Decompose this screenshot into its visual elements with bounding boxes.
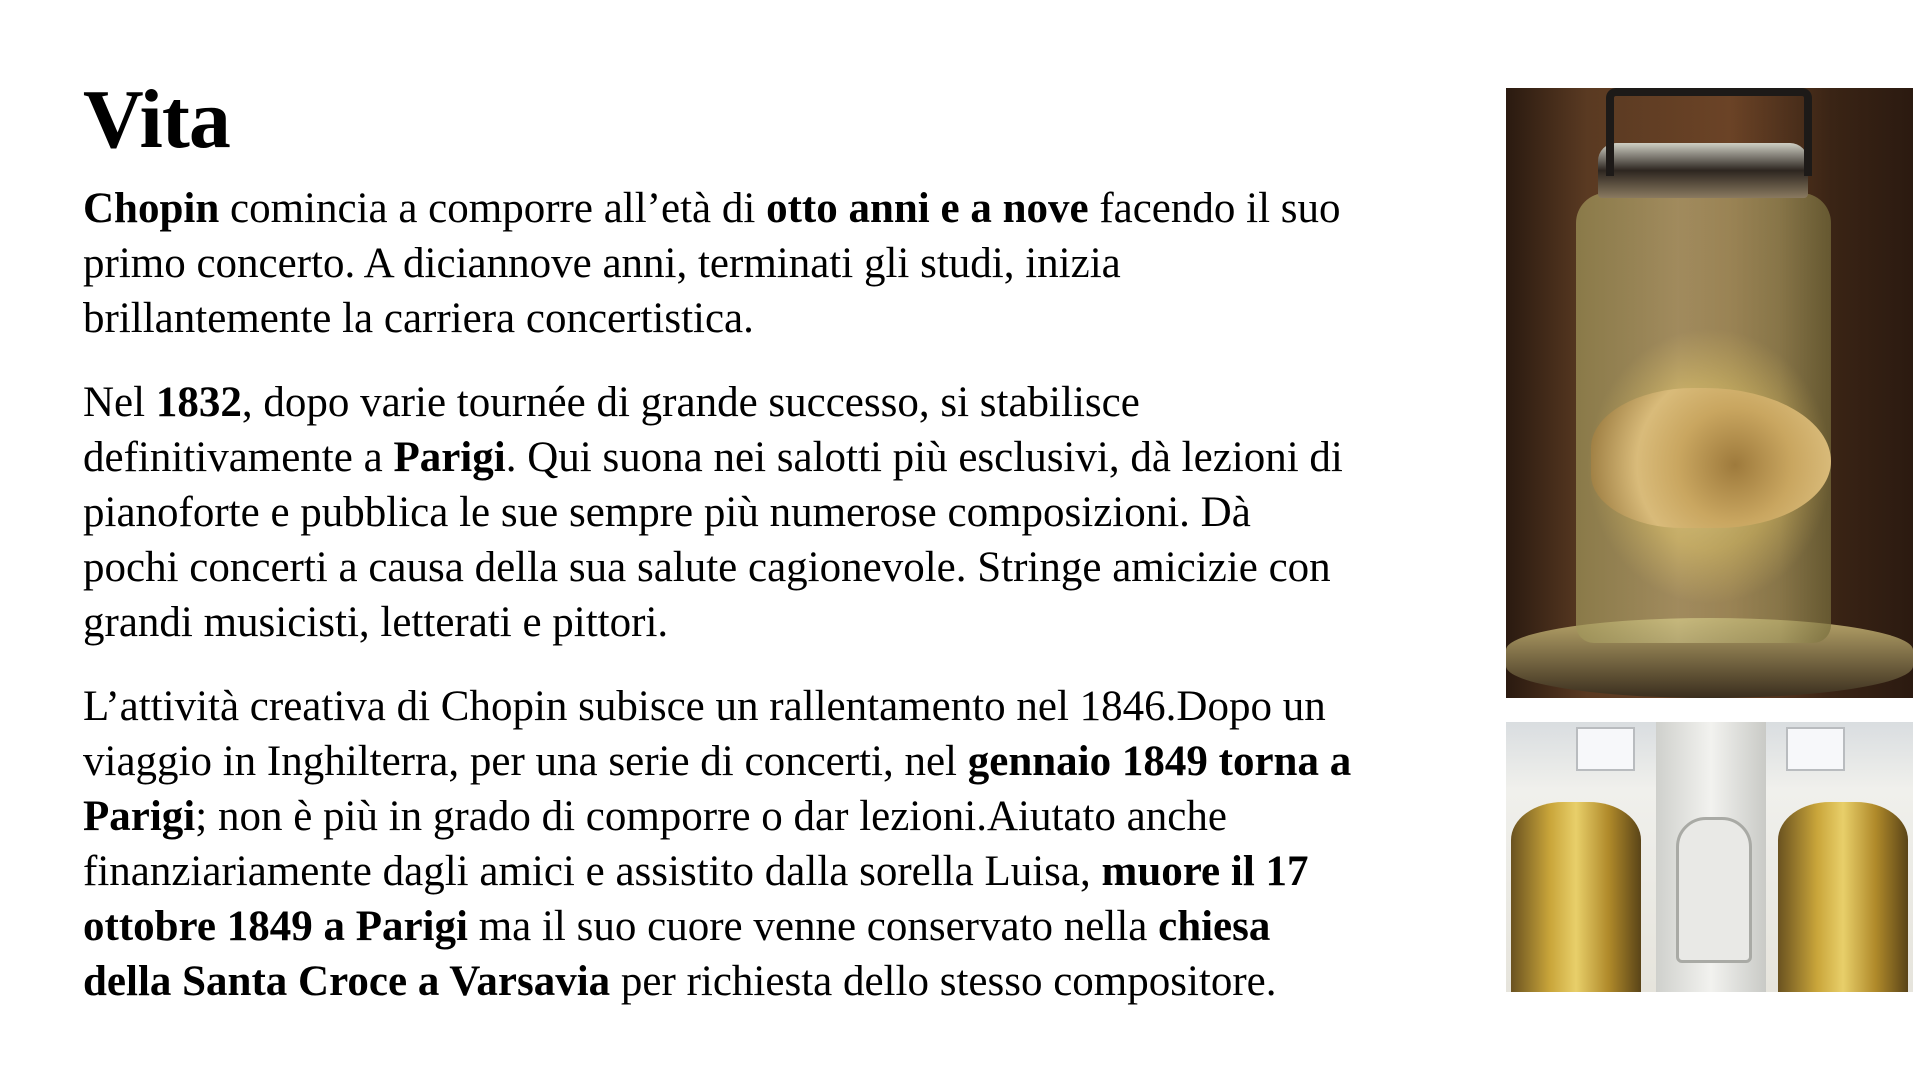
text-line: [83, 291, 1503, 346]
text-line: [83, 679, 1503, 734]
text: grandi musicisti, letterati e pittori.: [83, 599, 669, 646]
bold-text: Parigi: [393, 434, 506, 481]
text: primo concerto. A diciannove anni, terminati gli studi, inizia: [83, 240, 1121, 287]
text: viaggio in Inghilterra, per una serie di concerti, nel: [83, 738, 968, 785]
text-line: [83, 236, 1503, 291]
holy-cross-church-photo: [1506, 722, 1913, 992]
text: definitivamente a: [83, 434, 394, 481]
bold-text: Parigi: [83, 793, 196, 840]
text: facendo il suo: [1088, 185, 1341, 232]
text: pochi concerti a causa della sua salute cagionevole. Stringe amicizie con: [83, 544, 1331, 591]
bold-text: Chopin: [83, 185, 220, 232]
bold-text: otto anni e a nove: [766, 185, 1089, 232]
bold-text: ottobre 1849 a Parigi: [83, 903, 468, 950]
text-line: [83, 734, 1503, 789]
paragraph: [83, 375, 1503, 650]
paragraph: [83, 181, 1503, 346]
text: comincia a comporre all’età di: [219, 185, 767, 232]
text: per richiesta dello stesso compositore.: [610, 958, 1277, 1005]
text-line: [83, 540, 1503, 595]
slide-body: [83, 181, 1503, 1038]
slide-title: Vita: [83, 73, 230, 166]
text-line: [83, 485, 1503, 540]
text: L’attività creativa di Chopin subisce un rallentamento nel 1846.Dopo un: [83, 683, 1326, 730]
bold-text: chiesa: [1158, 903, 1271, 950]
text: brillantemente la carriera concertistica.: [83, 295, 754, 342]
text: , dopo varie tournée di grande successo, si stabilisce: [241, 379, 1140, 426]
heart-jar-photo: [1506, 88, 1913, 698]
text-line: [83, 181, 1503, 236]
text-line: [83, 430, 1503, 485]
text: pianoforte e pubblica le sue sempre più numerose composizioni. Dà: [83, 489, 1251, 536]
text: ; non è più in grado di comporre o dar lezioni.Aiutato anche: [195, 793, 1227, 840]
bold-text: muore il 17: [1101, 848, 1309, 895]
text-line: [83, 954, 1503, 1009]
text-line: [83, 375, 1503, 430]
paragraph: [83, 679, 1503, 1009]
bold-text: gennaio 1849 torna a: [967, 738, 1352, 785]
text: Nel: [83, 379, 156, 426]
text: finanziariamente dagli amici e assistito dalla sorella Luisa,: [83, 848, 1102, 895]
text-line: [83, 844, 1503, 899]
bold-text: della Santa Croce a Varsavia: [83, 958, 611, 1005]
bold-text: 1832: [155, 379, 242, 426]
text-line: [83, 899, 1503, 954]
text: ma il suo cuore venne conservato nella: [467, 903, 1159, 950]
text-line: [83, 595, 1503, 650]
text: . Qui suona nei salotti più esclusivi, dà lezioni di: [505, 434, 1343, 481]
text-line: [83, 789, 1503, 844]
